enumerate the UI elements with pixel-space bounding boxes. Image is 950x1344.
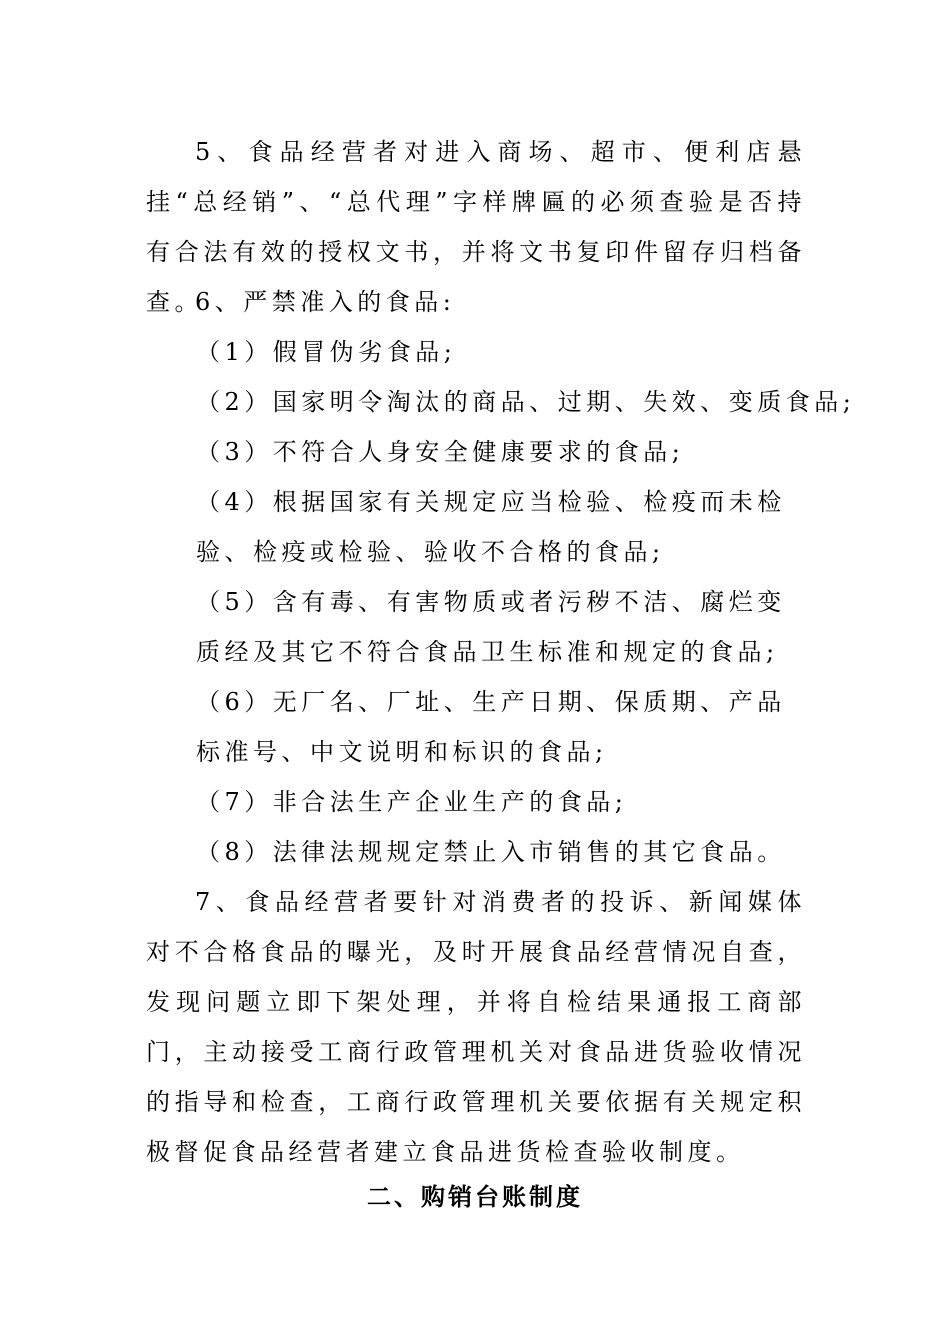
list-item: （8）法律法规规定禁止入市销售的其它食品。 xyxy=(196,838,786,866)
paragraph-7: 7、食品经营者要针对消费者的投诉、新闻媒体对不合格食品的曝光，及时开展食品经营情况自查，发现问题立即下架处理，并将自检结果通报工商部门，主动接受工商行政管理机关对食品进货验收情况的指导和检查，工商行政管理机关要依据有关规定积极督促食品经营者建立食品进货检查验收制度。 xyxy=(146,888,806,1166)
paragraph-6: 6、严禁准入的食品: xyxy=(195,288,456,316)
paragraph-5: 5、食品经营者对进入商场、超市、便利店悬挂“总经销”、“总代理”字样牌匾的必须查验是否持有合法有效的授权文书，并将文书复印件留存归档备查。 xyxy=(146,138,806,316)
section-heading: 二、购销台账制度 xyxy=(367,1183,583,1211)
list-item: （6）无厂名、厂址、生产日期、保质期、产品标准号、中文说明和标识的食品; xyxy=(196,688,786,766)
list-item: （4）根据国家有关规定应当检验、检疫而未检验、检疫或检验、验收不合格的食品; xyxy=(196,488,786,566)
list-item: （5）含有毒、有害物质或者污秽不洁、腐烂变质经及其它不符合食品卫生标准和规定的食品; xyxy=(196,588,786,666)
list-item: （1）假冒伪劣食品; xyxy=(196,338,457,366)
list-item: （3）不符合人身安全健康要求的食品; xyxy=(196,438,685,466)
list-item: （2）国家明令淘汰的商品、过期、失效、变质食品; xyxy=(196,388,856,416)
list-item: （7）非合法生产企业生产的食品; xyxy=(196,788,628,816)
